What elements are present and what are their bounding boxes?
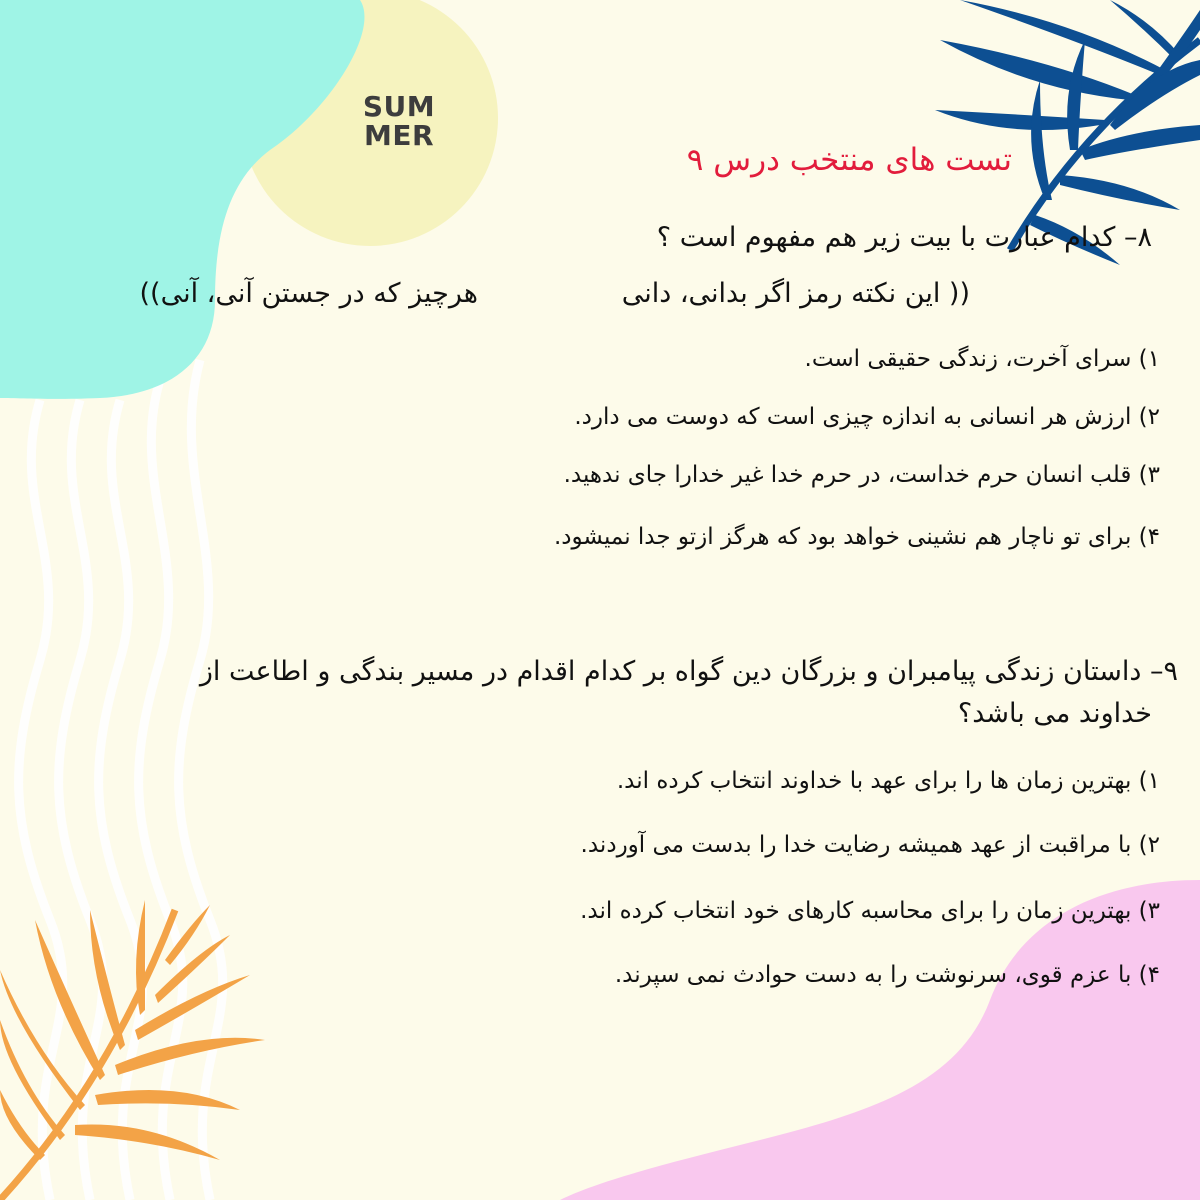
question-9-option-1: ۱) بهترین زمان ها را برای عهد با خداوند انتخاب کرده اند. [616, 768, 1160, 794]
question-8-poem-hemistich-2: هرچیز که در جستن آنی، آنی)) [139, 278, 478, 309]
question-8-option-4: ۴) برای تو ناچار هم نشینی خواهد بود که هرگز ازتو جدا نمیشود. [554, 524, 1160, 550]
question-9-text-line-2: خداوند می باشد؟ [957, 698, 1152, 729]
pink-blob-decoration [560, 880, 1200, 1200]
question-8-option-3: ۳) قلب انسان حرم خداست، در حرم خدا غیر خدارا جای ندهید. [563, 462, 1160, 488]
question-9-text-line-1: ۹– داستان زندگی پیامبران و بزرگان دین گواه بر کدام اقدام در مسیر بندگی و اطاعت از [199, 656, 1178, 687]
question-8-option-2: ۲) ارزش هر انسانی به اندازه چیزی است که دوست می دارد. [574, 404, 1160, 430]
question-9-option-4: ۴) با عزم قوی، سرنوشت را به دست حوادث نمی سپرند. [614, 962, 1160, 988]
summer-badge-line1: SUM [362, 90, 436, 123]
summer-badge-line2: MER [363, 119, 435, 152]
question-8-text: ۸– کدام عبارت با بیت زیر هم مفهوم است ؟ [656, 222, 1152, 253]
question-8-poem-hemistich-1: (( این نکته رمز اگر بدانی، دانی [621, 278, 970, 309]
page-title: تست های منتخب درس ۹ [686, 142, 1012, 178]
question-8-option-1: ۱) سرای آخرت، زندگی حقیقی است. [804, 346, 1160, 372]
summer-badge [340, 92, 458, 150]
question-9-option-3: ۳) بهترین زمان را برای محاسبه کارهای خود انتخاب کرده اند. [580, 898, 1160, 924]
question-9-option-2: ۲) با مراقبت از عهد همیشه رضایت خدا را بدست می آوردند. [580, 832, 1160, 858]
